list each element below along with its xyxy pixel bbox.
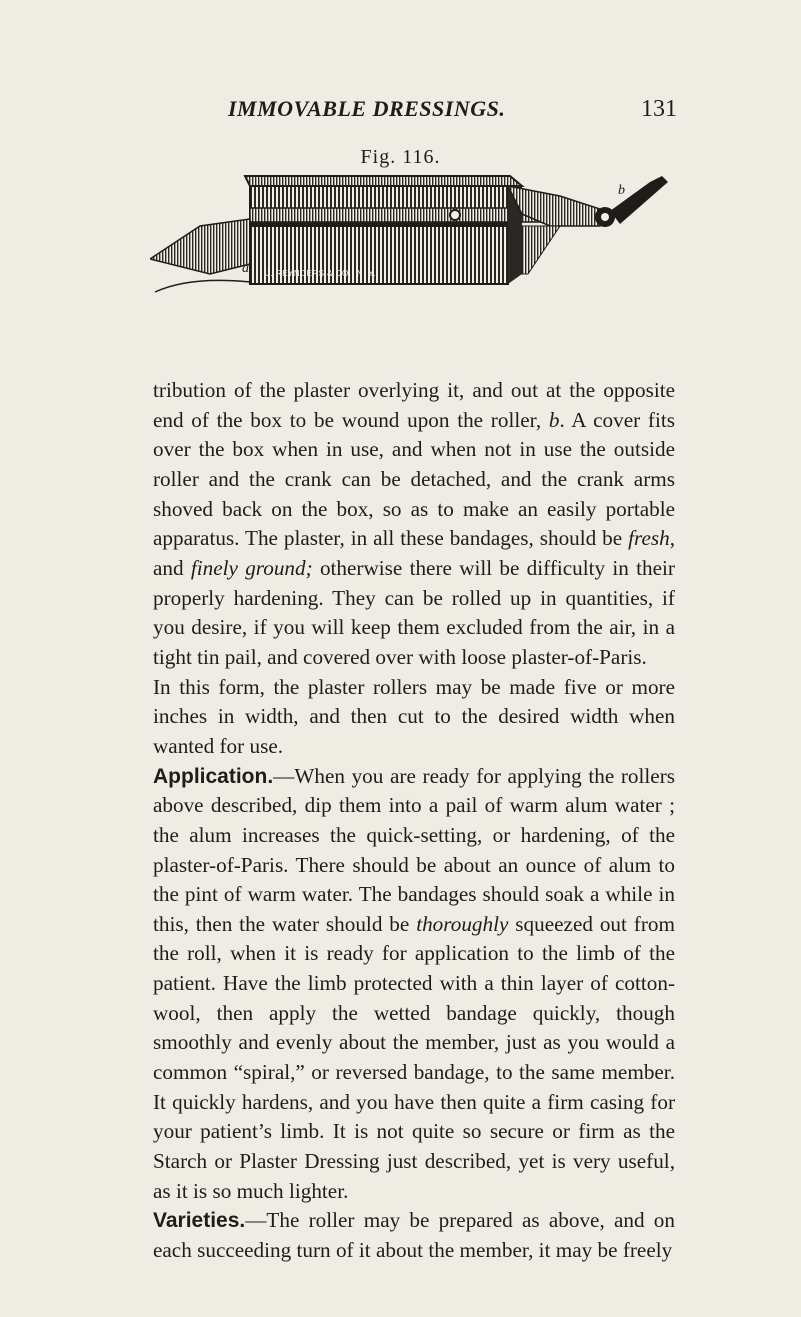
figure-illustration [150, 164, 690, 294]
italic-text: thoroughly [416, 911, 509, 936]
body-text [153, 376, 675, 1266]
text-span: tribution of the plaster overlying it, and out at the opposite end of the box to be wound upon the roller, [153, 378, 675, 432]
text-span: —When you are ready for applying the rollers above described, dip them into a pail of warm alum water ; the alum increases the quick-setting, or hardening, of the plaster-of-Paris. There should be about an ounce of alum to the pint of warm water. The bandages should soak a while in this, then the water should be [153, 763, 675, 936]
section-heading-application: Application. [153, 764, 274, 788]
text-span: squeezed out from the roll, when it is ready for application to the limb of the patient. Have the limb protected with a thin layer of cotton-wool, then apply the wetted bandage quickly, though smoothly and evenly about the member, just as you would a common “spiral,” or reversed bandage, to the same member. It quickly hardens, and you have then quite a firm casing for your patient’s limb. It is not quite so secure or firm as the Starch or Plaster Dressing just described, yet is very useful, as it is so much lighter. [153, 911, 675, 1203]
paragraph-1 [153, 376, 675, 673]
figure-caption: Fig. 116. [360, 146, 441, 168]
section-heading-varieties: Varieties. [153, 1209, 246, 1233]
page-header [0, 96, 801, 136]
italic-text: finely ground; [190, 555, 313, 580]
text-span: otherwise there will be difficulty in their properly hardening. They can be rolled up in quantities, if you desire, if you will keep them excluded from the air, in a tight tin pail, and covered over with loose plaster-of-Paris. [153, 555, 675, 669]
paragraph-3 [153, 762, 675, 1207]
paragraph-4 [153, 1206, 675, 1265]
italic-text: fresh [628, 526, 670, 551]
plaster-bandage-roller-box-illustration [150, 164, 690, 294]
text-span: —The roller may be prepared as above, and on each succeeding turn of it about the member, it may be freely [153, 1208, 675, 1263]
italic-text: b [548, 407, 560, 432]
figure-label-a: a [242, 261, 249, 276]
text-span: . A cover fits over the box when in use, and when not in use the outside roller and the crank can be detached, and the crank arms shoved back on the box, so as to make an easily portable apparatus. The plaster, in all these bandages, should be [153, 407, 675, 551]
paragraph-2: In this form, the plaster rollers may be made five or more inches in width, and then cut to the desired width when wanted for use. [153, 674, 675, 758]
figure-label-b: b [618, 183, 625, 198]
running-head: IMMOVABLE DRESSINGS. [228, 96, 506, 121]
page-number: 131 [641, 96, 677, 122]
text-span: , and [153, 526, 675, 580]
maker-imprint: J. REYNDERS & CO., N. Y. [266, 269, 376, 278]
